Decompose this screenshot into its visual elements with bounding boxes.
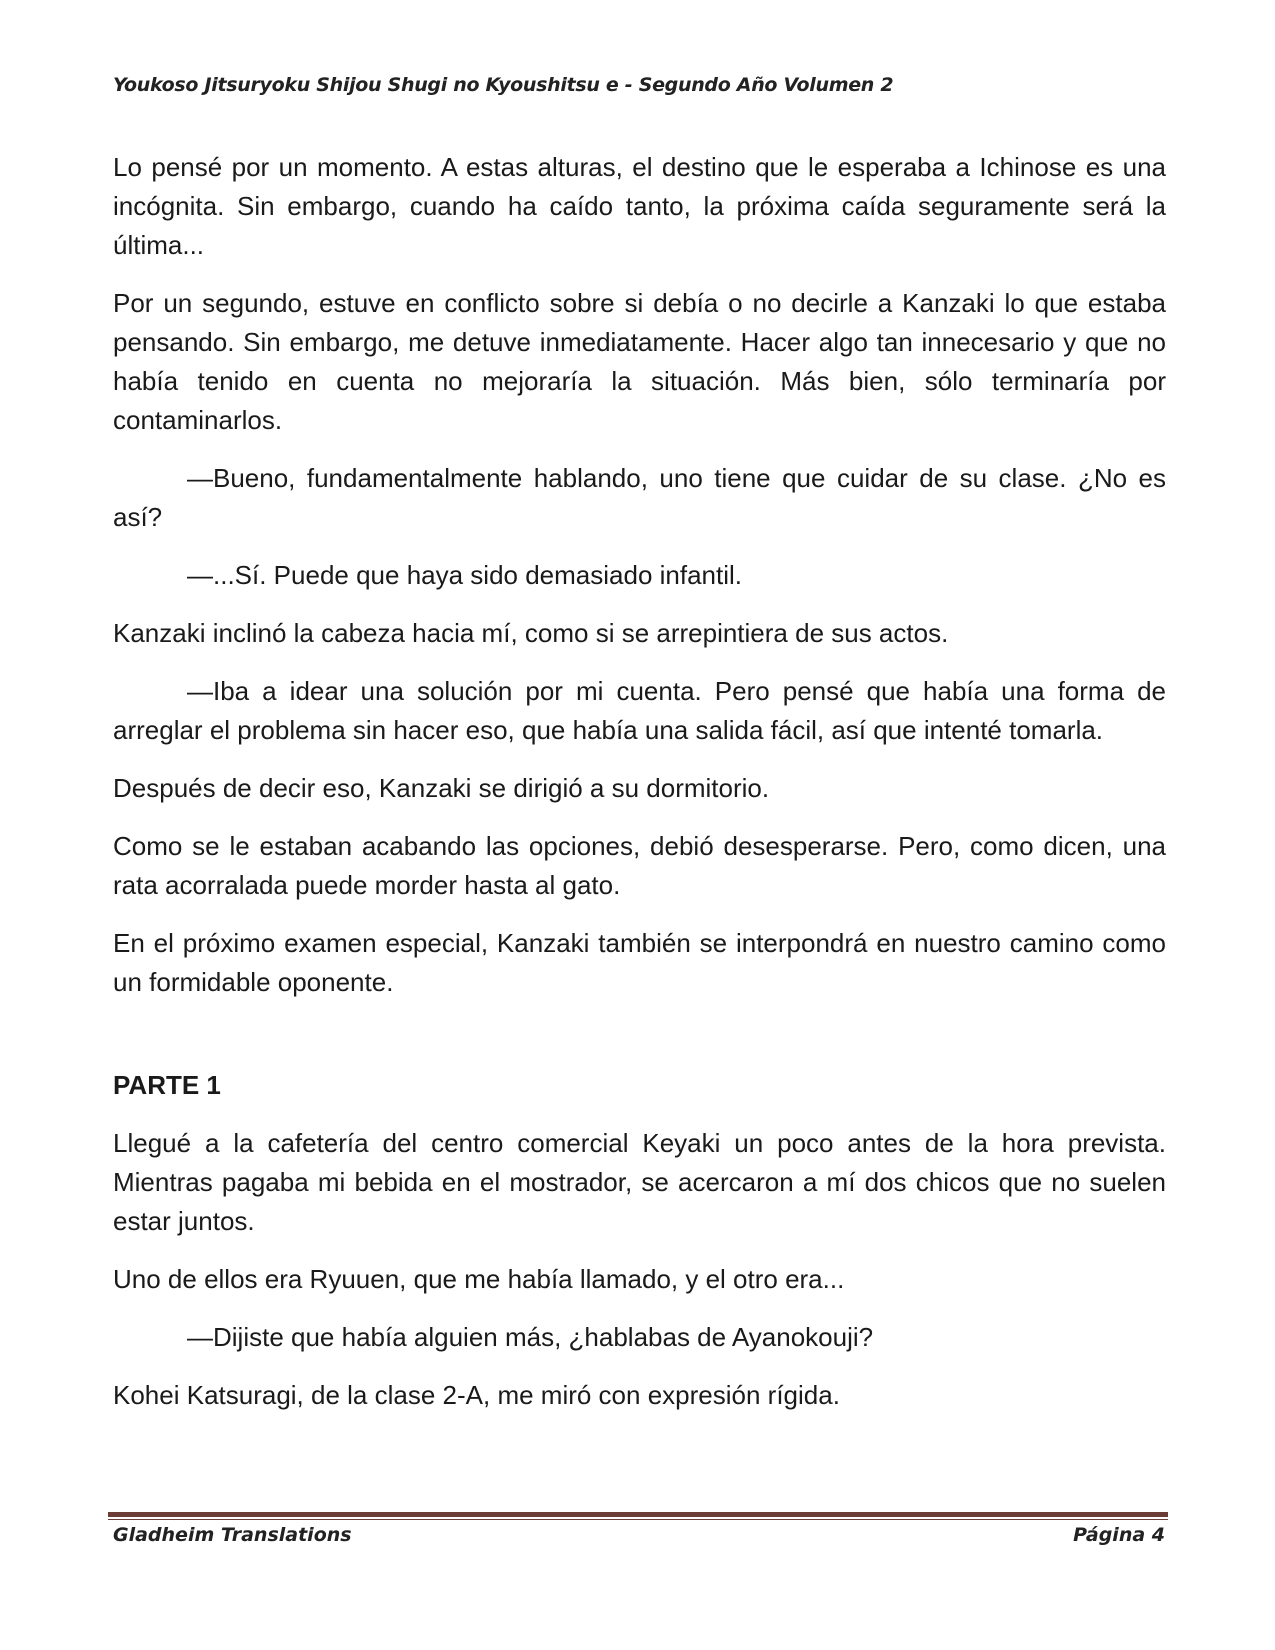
running-header: Youkoso Jitsuryoku Shijou Shugi no Kyoushitsu e - Segundo Año Volumen 2	[113, 74, 894, 96]
paragraph: En el próximo examen especial, Kanzaki también se interpondrá en nuestro camino como un formidable oponente.	[113, 928, 1166, 997]
paragraph: Kanzaki inclinó la cabeza hacia mí, como si se arrepintiera de sus actos.	[113, 618, 949, 648]
dialogue-paragraph: —Iba a idear una solución por mi cuenta. Pero pensé que había una forma de arreglar el problema sin hacer eso, que había una salida fácil, así que intenté tomarla.	[113, 676, 1166, 745]
paragraph: Después de decir eso, Kanzaki se dirigió a su dormitorio.	[113, 773, 770, 803]
paragraph: Como se le estaban acabando las opciones, debió desesperarse. Pero, como dicen, una rata acorralada puede morder hasta al gato.	[113, 831, 1166, 900]
paragraph: Llegué a la cafetería del centro comercial Keyaki un poco antes de la hora prevista. Mientras pagaba mi bebida en el mostrador, se acercaron a mí dos chicos que no suelen estar juntos.	[113, 1128, 1166, 1236]
dialogue-paragraph: —Bueno, fundamentalmente hablando, uno tiene que cuidar de su clase. ¿No es así?	[113, 463, 1166, 532]
paragraph: Lo pensé por un momento. A estas alturas, el destino que le esperaba a Ichinose es una incógnita. Sin embargo, cuando ha caído tanto, la próxima caída seguramente será la última...	[113, 152, 1166, 260]
paragraph: Kohei Katsuragi, de la clase 2-A, me miró con expresión rígida.	[113, 1380, 840, 1410]
paragraph: Por un segundo, estuve en conflicto sobre si debía o no decirle a Kanzaki lo que estaba pensando. Sin embargo, me detuve inmediatamente. Hacer algo tan innecesario y que no había tenido en cuenta no mejoraría la situación. Más bien, sólo terminaría por contaminarlos.	[113, 288, 1166, 435]
section-heading: PARTE 1	[113, 1070, 221, 1100]
page-body	[113, 148, 1166, 1434]
footer-page-number: Página 4	[1073, 1524, 1165, 1546]
footer-publisher: Gladheim Translations	[113, 1524, 352, 1546]
dialogue-paragraph: —...Sí. Puede que haya sido demasiado infantil.	[187, 560, 743, 590]
footer-divider	[108, 1512, 1168, 1521]
footer-divider-thick	[108, 1512, 1168, 1517]
dialogue-paragraph: —Dijiste que había alguien más, ¿hablabas de Ayanokouji?	[187, 1322, 874, 1352]
footer-divider-thin	[108, 1519, 1168, 1520]
paragraph: Uno de ellos era Ryuuen, que me había llamado, y el otro era...	[113, 1264, 845, 1294]
